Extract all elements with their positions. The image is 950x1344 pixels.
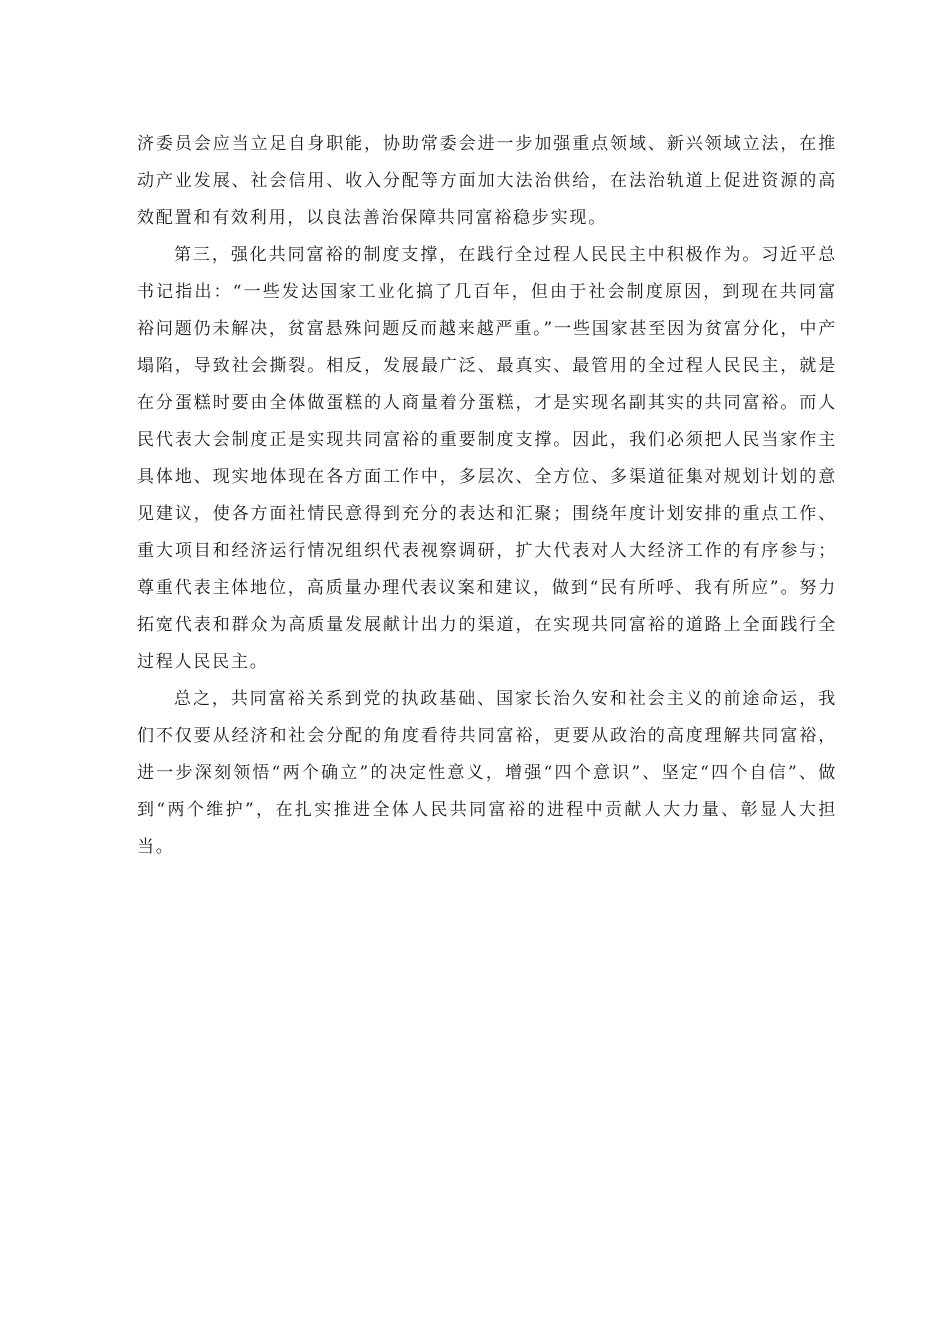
paragraph-continuation: 济委员会应当立足自身职能，协助常委会进一步加强重点领域、新兴领域立法，在推动产业发展、社会信用、收入分配等方面加大法治供给，在法治轨道上促进资源的高效配置和有效利用，以良法善治保障共同富裕稳步实现。 <box>137 134 837 228</box>
paragraph-conclusion: 总之，共同富裕关系到党的执政基础、国家长治久安和社会主义的前途命运，我们不仅要从经济和社会分配的角度看待共同富裕，更要从政治的高度理解共同富裕，进一步深刻领悟“两个确立”的决定性意义，增强“四个意识”、坚定“四个自信”、做到“两个维护”，在扎实推进全体人民共同富裕的进程中贡献人大力量、彰显人大担当。 <box>137 689 837 857</box>
document-body <box>137 126 837 866</box>
paragraph-third-point: 第三，强化共同富裕的制度支撑，在践行全过程人民民主中积极作为。习近平总书记指出：“一些发达国家工业化搞了几百年，但由于社会制度原因，到现在共同富裕问题仍未解决，贫富悬殊问题反而越来越严重。”一些国家甚至因为贫富分化，中产塌陷，导致社会撕裂。相反，发展最广泛、最真实、最管用的全过程人民民主，就是在分蛋糕时要由全体做蛋糕的人商量着分蛋糕，才是实现名副其实的共同富裕。而人民代表大会制度正是实现共同富裕的重要制度支撑。因此，我们必须把人民当家作主具体地、现实地体现在各方面工作中，多层次、全方位、多渠道征集对规划计划的意见建议，使各方面社情民意得到充分的表达和汇聚；围绕年度计划安排的重点工作、重大项目和经济运行情况组织代表视察调研，扩大代表对人大经济工作的有序参与；尊重代表主体地位，高质量办理代表议案和建议，做到“民有所呼、我有所应”。努力拓宽代表和群众为高质量发展献计出力的渠道，在实现共同富裕的道路上全面践行全过程人民民主。 <box>137 245 837 672</box>
